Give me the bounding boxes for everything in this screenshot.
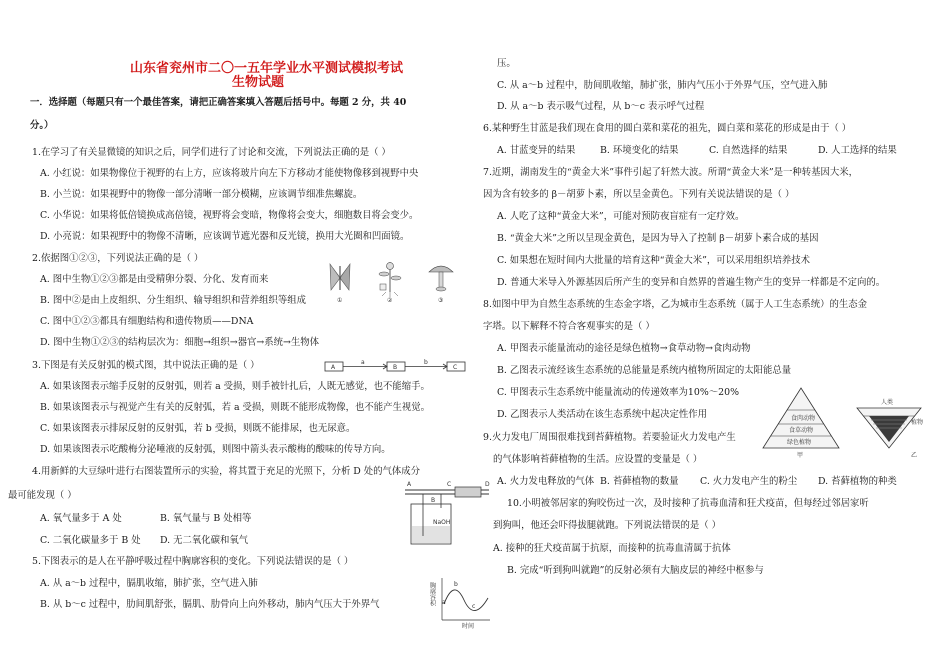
q2-fig-label-1: ① <box>337 297 343 304</box>
q4-stem: 4.用新鲜的大豆绿叶进行右图装置所示的实验，将其置于充足的光照下，分析 D 处的气体成分 <box>32 466 421 477</box>
q9-option-a: A. 火力发电释放的气体 <box>497 476 595 487</box>
q8-stem: 8.如图中甲为自然生态系统的生态金字塔，乙为城市生态系统（属于人工生态系统）的生态金 <box>483 299 867 310</box>
pyramid-label-yi: 乙 <box>911 452 918 459</box>
q2-option-d: D. 图中生物①②③的结构层次为：细胞→组织→器官→系统→生物体 <box>40 337 319 348</box>
q9-option-c: C. 火力发电产生的粉尘 <box>700 476 798 487</box>
apparatus-label-B: B <box>431 497 436 504</box>
pyramid-jia-level-3: 绿色植物 <box>787 439 812 446</box>
q3-option-a: A. 如果该图表示缩手反射的反射弧，则若 a 受损，则手被针扎后，人既无感觉，也不能缩手。 <box>40 381 430 392</box>
q2-stem: 2.依据图①②③，下列说法正确的是（ ） <box>32 253 204 264</box>
section-header-cont: 分。） <box>30 120 54 131</box>
mushroom-illustration <box>429 266 453 291</box>
apparatus-label-D: D <box>485 481 490 488</box>
reflex-label-C: C <box>453 364 458 371</box>
q10-option-a: A. 接种的狂犬疫苗属于抗原，而接种的抗毒血清属于抗体 <box>493 543 731 554</box>
q3-option-c: C. 如果该图表示排尿反射的反射弧，若 b 受损，则既不能排尿，也无尿意。 <box>40 423 356 434</box>
q6-option-c: C. 自然选择的结果 <box>709 145 788 156</box>
q6-stem: 6.某种野生甘蓝是我们现在食用的圆白菜和菜花的祖先，圆白菜和菜花的形成是由于（ ） <box>483 123 852 134</box>
pyramid-yi-level-2: 植物 <box>911 419 924 426</box>
pyramid-jia-level-1: 食肉动物 <box>791 415 816 422</box>
graph-xlabel: 时间 <box>462 623 475 630</box>
q5-option-b-cont: 压。 <box>497 58 516 69</box>
q5-stem: 5.下图表示的是人在平静呼吸过程中胸廓容积的变化。下列说法错误的是（ ） <box>32 556 354 567</box>
butterfly-illustration <box>330 264 350 290</box>
reflex-label-A: A <box>331 364 336 371</box>
q4-stem-cont: 最可能发现（ ） <box>8 490 77 501</box>
q2-option-c: C. 图中①②③都具有细胞结构和遗传物质——DNA <box>40 316 254 327</box>
pyramid-yi <box>857 398 923 459</box>
q3-stem: 3.下图是有关反射弧的模式图，其中说法正确的是（ ） <box>32 360 260 371</box>
q8-option-b: B. 乙图表示流经该生态系统的总能量是系统内植物所固定的太阳能总量 <box>497 365 792 376</box>
q4-option-c: C. 二氧化碳量多于 B 处 <box>40 535 141 546</box>
reflex-arc-figure <box>323 358 471 374</box>
graph-point-a: a <box>442 599 446 606</box>
q2-figure <box>318 258 468 304</box>
graph-ylabel: 胸廓容积 <box>428 582 436 606</box>
q3-option-b: B. 如果该图表示与视觉产生有关的反射弧，若 a 受损，则既不能形成物像，也不能产生视觉。 <box>40 402 431 413</box>
leaf-chamber <box>455 487 481 497</box>
q1-option-a: A. 小红说：如果物像位于视野的右上方，应该将玻片向左下方移动才能使物像移到视野中央 <box>40 168 419 179</box>
section-header: 一．选择题（每题只有一个最佳答案，请把正确答案填入答题后括号中。每题 2 分，共 40 <box>30 97 407 108</box>
q9-option-b: B. 苔藓植物的数量 <box>600 476 679 487</box>
q8-option-c: C. 甲图表示生态系统中能量流动的传递效率为10%～20% <box>497 387 739 398</box>
q5-option-d: D. 从 a～b 表示吸气过程，从 b～c 表示呼气过程 <box>497 101 705 112</box>
reflex-label-b: b <box>424 359 428 366</box>
pyramid-jia <box>763 388 839 459</box>
plant-illustration <box>379 262 401 297</box>
q4-option-b: B. 氧气量与 B 处相等 <box>160 513 252 524</box>
q1-option-b: B. 小兰说：如果视野中的物像一部分清晰一部分模糊，应该调节细准焦螺旋。 <box>40 189 363 200</box>
graph-point-b: b <box>454 581 458 588</box>
pyramid-jia-level-2: 食草动物 <box>789 427 814 434</box>
q6-option-d: D. 人工选择的结果 <box>818 145 897 156</box>
q8-pyramids-figure <box>761 384 927 460</box>
q10-option-b: B. 完成“听到狗叫就跑”的反射必须有大脑皮层的神经中枢参与 <box>507 565 764 576</box>
q2-option-a: A. 图中生物①②③都是由受精卵分裂、分化、发育而来 <box>40 274 269 285</box>
q5-option-c: C. 从 a～b 过程中，肋间肌收缩，肺扩张，肺内气压小于外界气压，空气进入肺 <box>497 80 828 91</box>
q7-stem-cont: 因为含有较多的 β－胡萝卜素，所以呈金黄色。下列有关说法错误的是（ ） <box>483 189 795 200</box>
q3-option-d: D. 如果该图表示吃酸梅分泌唾液的反射弧，则图中箭头表示酸梅的酸味的传导方向。 <box>40 444 391 455</box>
q5-option-b: B. 从 b～c 过程中，肋间肌舒张，膈肌、肋骨向上向外移动，肺内气压大于外界气 <box>40 599 380 610</box>
q2-fig-label-2: ② <box>387 297 393 304</box>
apparatus-label-C: C <box>447 481 452 488</box>
q7-option-d: D. 普通大米导入外源基因后所产生的变异和自然界的普遍生物产生的变异一样都是不定向的。 <box>497 277 886 288</box>
q4-option-a: A. 氧气量多于 A 处 <box>40 513 122 524</box>
pyramid-label-jia: 甲 <box>797 452 804 459</box>
q10-stem: 10.小明被邻居家的狗咬伤过一次，及时接种了抗毒血清和狂犬疫苗，但每经过邻居家听 <box>507 498 869 509</box>
q6-option-a: A. 甘蓝变异的结果 <box>497 145 576 156</box>
q2-fig-label-3: ③ <box>438 297 444 304</box>
q4-apparatus-figure <box>403 478 493 548</box>
q5-option-a: A. 从 a～b 过程中，膈肌收缩，肺扩张，空气进入肺 <box>40 578 258 589</box>
graph-point-c: c <box>472 603 476 610</box>
q7-option-a: A. 人吃了这种“黄金大米”，可能对预防夜盲症有一定疗效。 <box>497 211 745 222</box>
q2-option-b: B. 图中②是由上皮组织、分生组织、输导组织和营养组织等组成 <box>40 295 306 306</box>
q10-stem-cont: 到狗叫，他还会吓得拔腿就跑。下列说法错误的是（ ） <box>493 520 721 531</box>
q8-option-a: A. 甲图表示能量流动的途径是绿色植物→食草动物→食肉动物 <box>497 343 751 354</box>
q5-volume-graph <box>428 574 492 630</box>
q6-option-b: B. 环境变化的结果 <box>600 145 679 156</box>
q1-option-d: D. 小亮说：如果视野中的物像不清晰，应该调节遮光器和反光镜，换用大光圈和凹面镜。 <box>40 231 410 242</box>
q8-stem-cont: 字塔。以下解释不符合客观事实的是（ ） <box>483 321 655 332</box>
page-subtitle: 生物试题 <box>232 75 285 90</box>
pyramid-yi-level-1: 人类 <box>881 399 894 406</box>
q7-option-c: C. 如果想在短时间内大批量的培育这种“黄金大米”，可以采用组织培养技术 <box>497 255 811 266</box>
q9-stem-cont: 的气体影响苔藓植物的生活。应设置的变量是（ ） <box>493 454 703 465</box>
q1-option-c: C. 小华说：如果将低倍镜换成高倍镜，视野将会变暗，物像将会变大，细胞数目将会变少。 <box>40 210 419 221</box>
q8-option-d: D. 乙图表示人类活动在该生态系统中起决定性作用 <box>497 409 708 420</box>
reflex-label-B: B <box>393 364 398 371</box>
q9-stem: 9.火力发电厂周围很难找到苔藓植物。若要验证火力发电产生 <box>483 432 736 443</box>
q7-stem: 7.近期，湖南发生的“黄金大米”事件引起了轩然大波。所谓“黄金大米”是一种转基因大米， <box>483 167 858 178</box>
q1-stem: 1.在学习了有关显微镜的知识之后，同学们进行了讨论和交流，下列说法正确的是（ ） <box>32 147 391 158</box>
apparatus-label-A: A <box>407 481 412 488</box>
q9-option-d: D. 苔藓植物的种类 <box>818 476 897 487</box>
q4-option-d: D. 无二氧化碳和氧气 <box>160 535 249 546</box>
volume-curve <box>444 590 488 611</box>
q7-option-b: B. “黄金大米”之所以呈现金黄色，是因为导入了控制 β－胡萝卜素合成的基因 <box>497 233 819 244</box>
reflex-label-a: a <box>361 359 365 366</box>
page-title: 山东省兖州市二〇一五年学业水平测试模拟考试 <box>130 61 404 76</box>
naoh-label: NaOH <box>433 519 451 526</box>
